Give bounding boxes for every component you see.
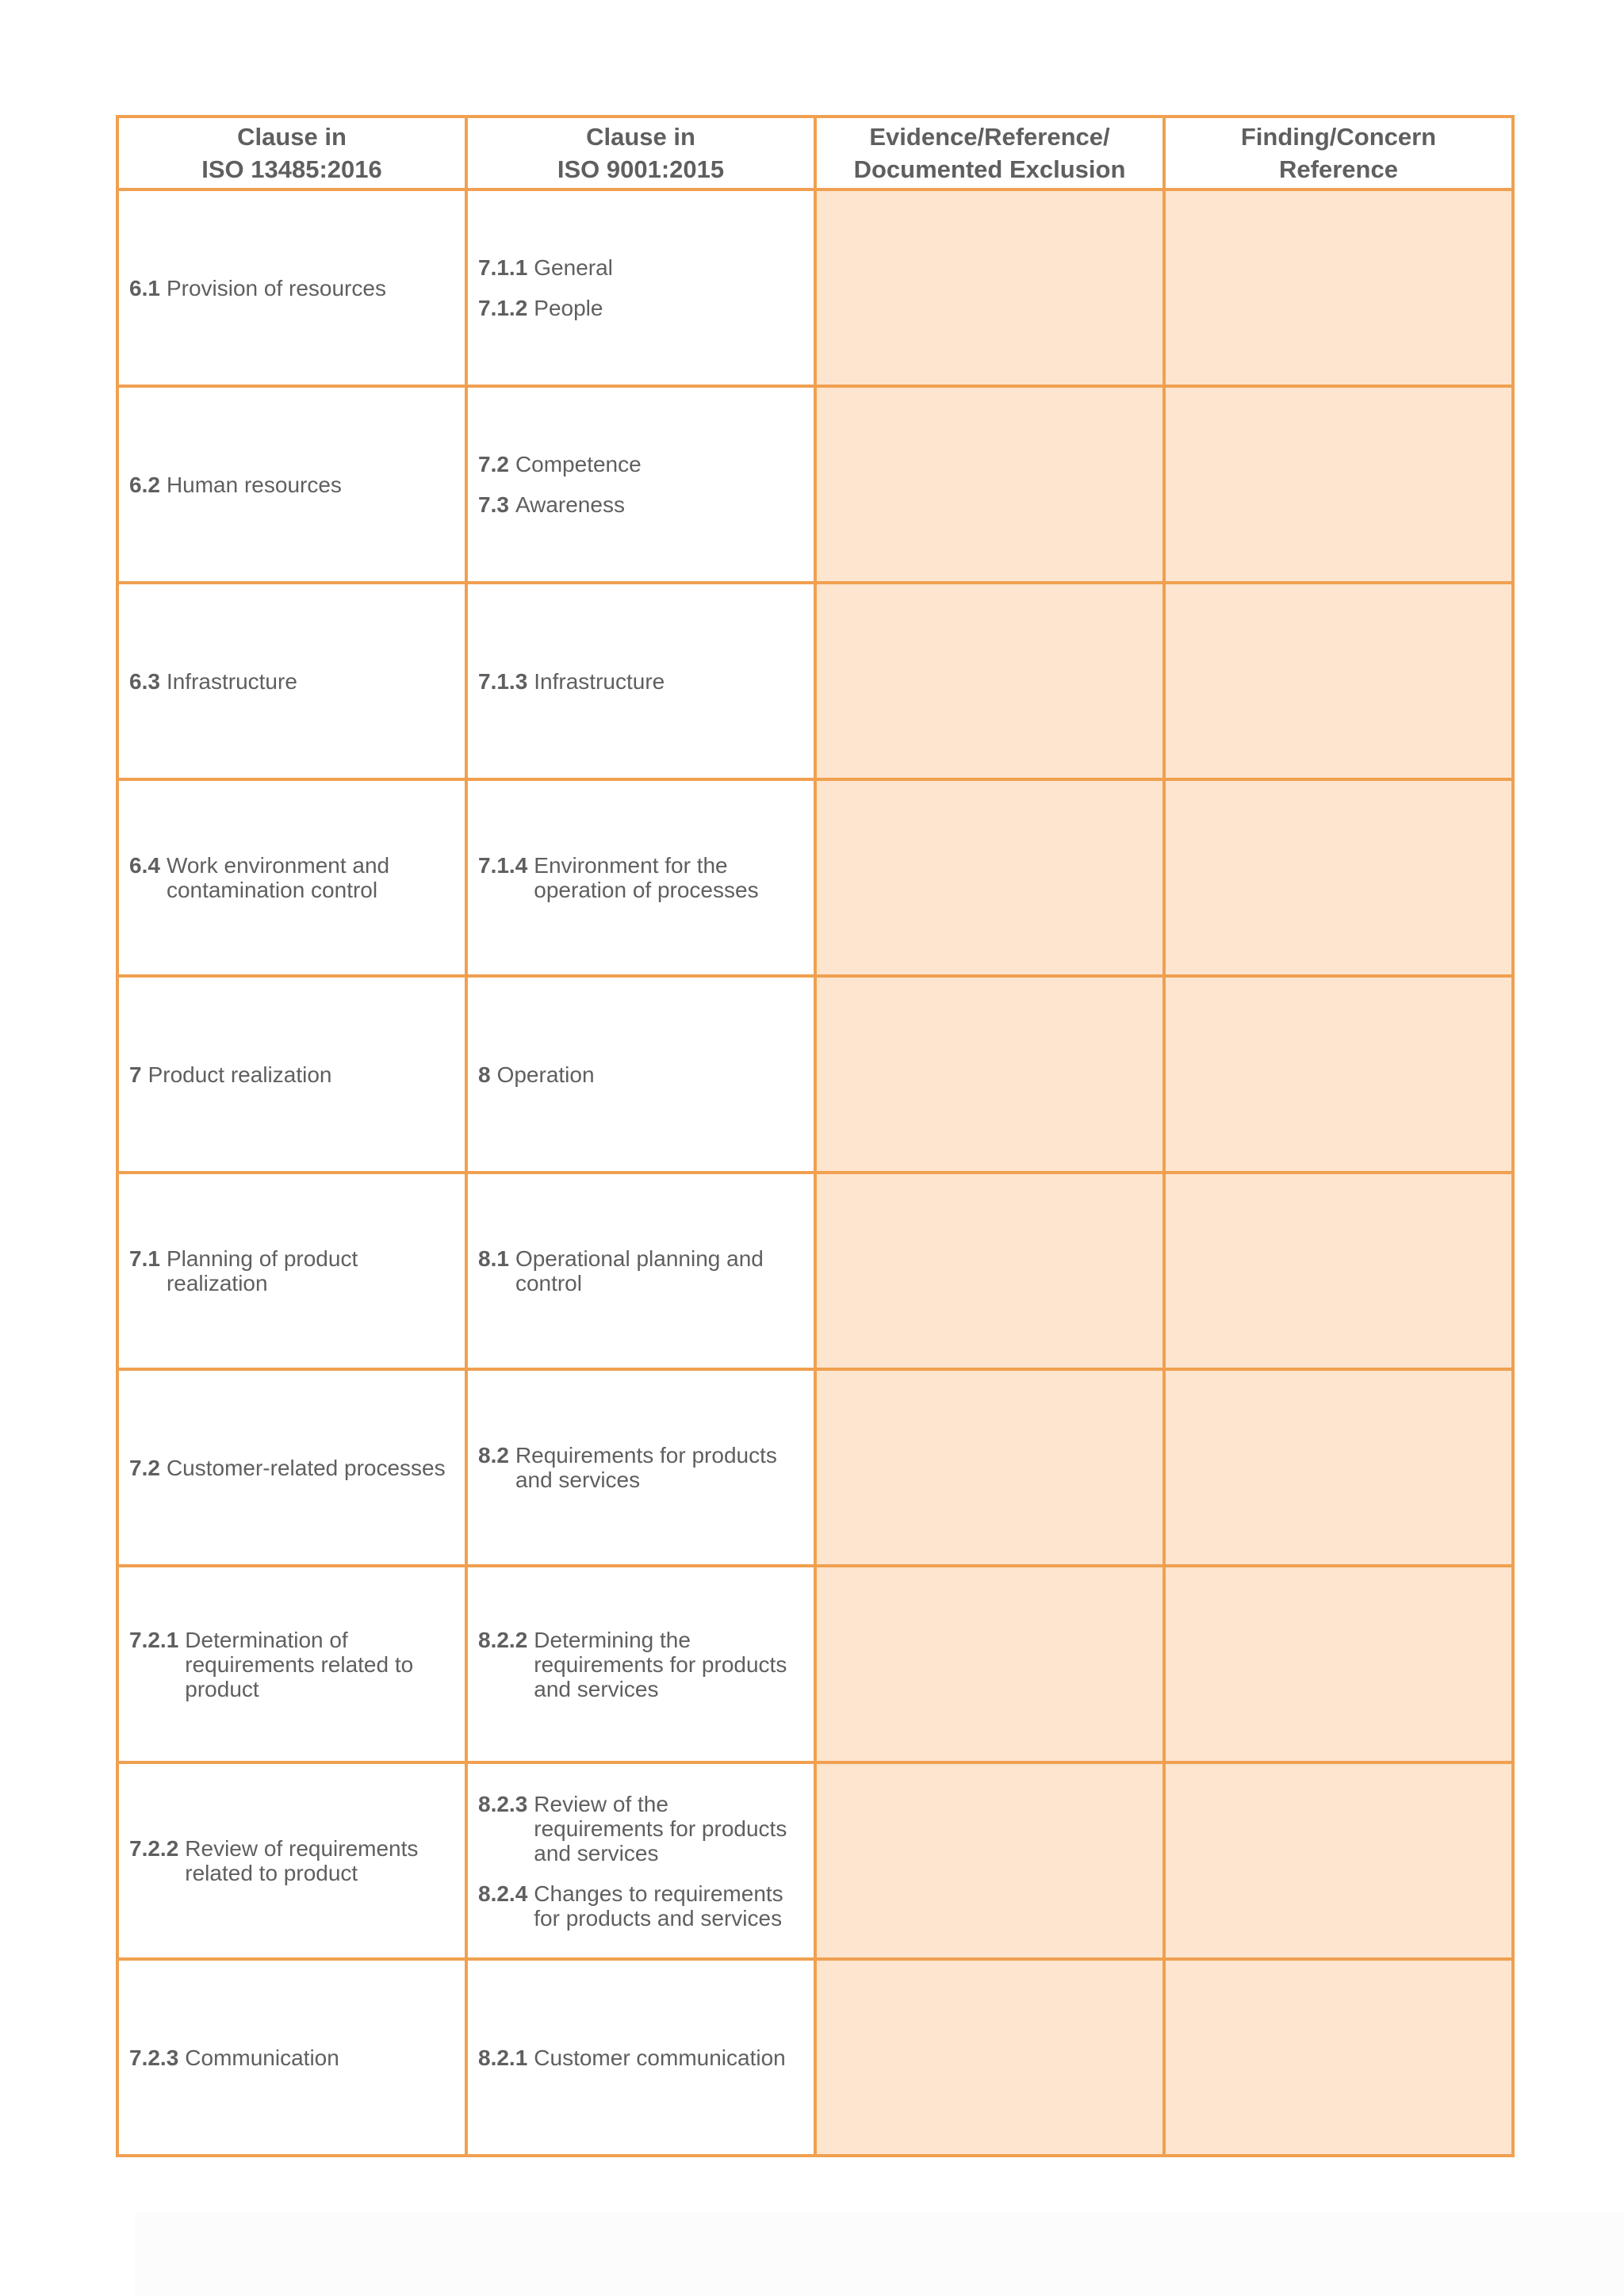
header-finding <box>1164 117 1513 189</box>
evidence-cell[interactable] <box>815 583 1164 779</box>
cell-content <box>119 1628 465 1701</box>
iso9001-clause-cell <box>466 976 815 1173</box>
clause-number: 7.2.3 <box>129 2045 179 2070</box>
page-footer-shade <box>135 2212 1624 2296</box>
cell-content <box>119 276 465 300</box>
table-row <box>117 583 1513 779</box>
clause-number: 7.1.2 <box>478 296 528 320</box>
table-row <box>117 1959 1513 2156</box>
iso13485-clause-cell <box>117 1369 466 1566</box>
clause-number: 8.2.3 <box>478 1791 528 1816</box>
evidence-cell[interactable] <box>815 1566 1164 1762</box>
cell-content <box>119 853 465 902</box>
cell-content <box>119 1062 465 1087</box>
clause-title: Planning of product realization <box>166 1246 358 1295</box>
clause-number: 6.4 <box>129 853 160 878</box>
finding-cell[interactable] <box>1164 583 1513 779</box>
clause-title: Requirements for products and services <box>515 1443 777 1492</box>
clause-number: 8.1 <box>478 1246 509 1271</box>
clause-title: Provision of resources <box>166 275 386 300</box>
table-row <box>117 976 1513 1173</box>
clause-entry <box>478 853 804 902</box>
clause-number: 7.2.1 <box>129 1627 179 1652</box>
iso9001-clause-cell <box>466 1566 815 1762</box>
clause-title: Work environment and contamination control <box>166 853 390 902</box>
finding-cell[interactable] <box>1164 779 1513 976</box>
iso9001-clause-cell <box>466 779 815 976</box>
clause-entry <box>478 1628 804 1701</box>
clause-title: Determination of requirements related to product <box>185 1627 414 1701</box>
cell-content <box>119 1836 465 1885</box>
evidence-cell[interactable] <box>815 976 1164 1173</box>
table-row <box>117 779 1513 976</box>
clause-number: 7.2 <box>129 1455 160 1480</box>
cell-content <box>468 853 814 902</box>
iso13485-clause-cell <box>117 779 466 976</box>
table-row <box>117 1762 1513 1959</box>
clause-number: 8.2.1 <box>478 2045 528 2070</box>
finding-cell[interactable] <box>1164 386 1513 583</box>
evidence-cell[interactable] <box>815 386 1164 583</box>
clause-entry <box>478 669 804 694</box>
clause-title: Communication <box>185 2045 339 2070</box>
clause-comparison-table <box>116 115 1515 2157</box>
clause-entry <box>478 452 804 476</box>
finding-cell[interactable] <box>1164 1173 1513 1369</box>
iso13485-clause-cell <box>117 386 466 583</box>
iso13485-clause-cell <box>117 1173 466 1369</box>
iso13485-clause-cell <box>117 1959 466 2156</box>
clause-number: 8 <box>478 1062 491 1087</box>
clause-number: 8.2.2 <box>478 1627 528 1652</box>
table-row <box>117 1173 1513 1369</box>
cell-content <box>119 473 465 497</box>
clause-comparison-table-container <box>116 115 1512 2157</box>
table-body <box>117 189 1513 2156</box>
clause-title: Human resources <box>166 472 342 497</box>
cell-content <box>468 255 814 320</box>
clause-entry <box>129 1456 455 1480</box>
clause-entry <box>478 296 804 320</box>
clause-entry <box>478 1792 804 1866</box>
clause-entry <box>129 276 455 300</box>
clause-entry <box>478 1246 804 1295</box>
iso9001-clause-cell <box>466 1959 815 2156</box>
header-iso13485-clause <box>117 117 466 189</box>
clause-entry <box>478 2045 804 2070</box>
header-evidence <box>815 117 1164 189</box>
clause-entry <box>129 1246 455 1295</box>
finding-cell[interactable] <box>1164 1959 1513 2156</box>
clause-number: 6.3 <box>129 668 160 694</box>
clause-number: 7.1.3 <box>478 668 528 694</box>
clause-number: 7.2 <box>478 452 509 476</box>
cell-content <box>468 1246 814 1295</box>
iso9001-clause-cell <box>466 1369 815 1566</box>
iso13485-clause-cell <box>117 1762 466 1959</box>
cell-content <box>468 2045 814 2070</box>
finding-cell[interactable] <box>1164 189 1513 386</box>
iso9001-clause-cell <box>466 583 815 779</box>
clause-entry <box>478 1881 804 1931</box>
finding-cell[interactable] <box>1164 976 1513 1173</box>
finding-cell[interactable] <box>1164 1566 1513 1762</box>
clause-entry <box>129 2045 455 2070</box>
clause-entry <box>478 1443 804 1492</box>
finding-cell[interactable] <box>1164 1762 1513 1959</box>
table-row <box>117 1566 1513 1762</box>
evidence-cell[interactable] <box>815 189 1164 386</box>
evidence-cell[interactable] <box>815 1762 1164 1959</box>
clause-number: 7.1 <box>129 1246 160 1271</box>
header-iso9001-clause <box>466 117 815 189</box>
clause-number: 8.2.4 <box>478 1881 528 1906</box>
cell-content <box>119 1456 465 1480</box>
clause-title: Changes to requirements for products and services <box>534 1881 783 1931</box>
clause-number: 7.1.1 <box>478 255 528 280</box>
table-row <box>117 386 1513 583</box>
clause-number: 7.1.4 <box>478 853 528 878</box>
iso9001-clause-cell <box>466 386 815 583</box>
clause-number: 7 <box>129 1062 142 1087</box>
clause-number: 8.2 <box>478 1443 509 1468</box>
header-line: Evidence/Reference/ <box>869 123 1110 151</box>
clause-entry <box>129 1062 455 1087</box>
iso9001-clause-cell <box>466 189 815 386</box>
clause-title: Awareness <box>515 492 625 517</box>
header-line: Reference <box>1279 155 1398 183</box>
header-line: Clause in <box>586 123 695 151</box>
clause-entry <box>478 492 804 517</box>
clause-number: 7.3 <box>478 492 509 517</box>
header-line: Finding/Concern <box>1240 123 1437 151</box>
evidence-cell[interactable] <box>815 1959 1164 2156</box>
evidence-cell[interactable] <box>815 1369 1164 1566</box>
iso9001-clause-cell <box>466 1762 815 1959</box>
clause-title: Infrastructure <box>166 668 297 694</box>
clause-entry <box>478 255 804 280</box>
header-line: Clause in <box>237 123 347 151</box>
iso9001-clause-cell <box>466 1173 815 1369</box>
iso13485-clause-cell <box>117 189 466 386</box>
clause-title: Competence <box>515 452 642 476</box>
cell-content <box>468 1062 814 1087</box>
iso13485-clause-cell <box>117 583 466 779</box>
iso13485-clause-cell <box>117 1566 466 1762</box>
header-line: ISO 13485:2016 <box>201 155 382 183</box>
clause-entry <box>129 669 455 694</box>
clause-title: General <box>534 255 613 280</box>
clause-entry <box>129 1628 455 1701</box>
clause-entry <box>129 1836 455 1885</box>
clause-title: Operation <box>496 1062 595 1087</box>
cell-content <box>468 669 814 694</box>
clause-number: 7.2.2 <box>129 1836 179 1861</box>
cell-content <box>119 669 465 694</box>
cell-content <box>468 1443 814 1492</box>
header-line: ISO 9001:2015 <box>557 155 725 183</box>
clause-entry <box>129 853 455 902</box>
clause-title: People <box>534 296 603 320</box>
clause-number: 6.1 <box>129 275 160 300</box>
evidence-cell[interactable] <box>815 779 1164 976</box>
clause-entry <box>478 1062 804 1087</box>
evidence-cell[interactable] <box>815 1173 1164 1369</box>
clause-title: Customer communication <box>534 2045 786 2070</box>
finding-cell[interactable] <box>1164 1369 1513 1566</box>
cell-content <box>468 452 814 517</box>
cell-content <box>468 1792 814 1931</box>
table-header-row <box>117 117 1513 189</box>
iso13485-clause-cell <box>117 976 466 1173</box>
clause-entry <box>129 473 455 497</box>
clause-title: Review of requirements related to product <box>185 1836 419 1885</box>
table-row <box>117 1369 1513 1566</box>
clause-title: Product realization <box>147 1062 332 1087</box>
clause-number: 6.2 <box>129 472 160 497</box>
clause-title: Operational planning and control <box>515 1246 764 1295</box>
clause-title: Determining the requirements for products and services <box>534 1627 787 1701</box>
clause-title: Customer-related processes <box>166 1455 446 1480</box>
clause-title: Environment for the operation of processes <box>534 853 759 902</box>
cell-content <box>119 2045 465 2070</box>
cell-content <box>468 1628 814 1701</box>
header-line: Documented Exclusion <box>853 155 1126 183</box>
cell-content <box>119 1246 465 1295</box>
clause-title: Review of the requirements for products and services <box>534 1791 787 1866</box>
table-row <box>117 189 1513 386</box>
clause-title: Infrastructure <box>534 668 665 694</box>
